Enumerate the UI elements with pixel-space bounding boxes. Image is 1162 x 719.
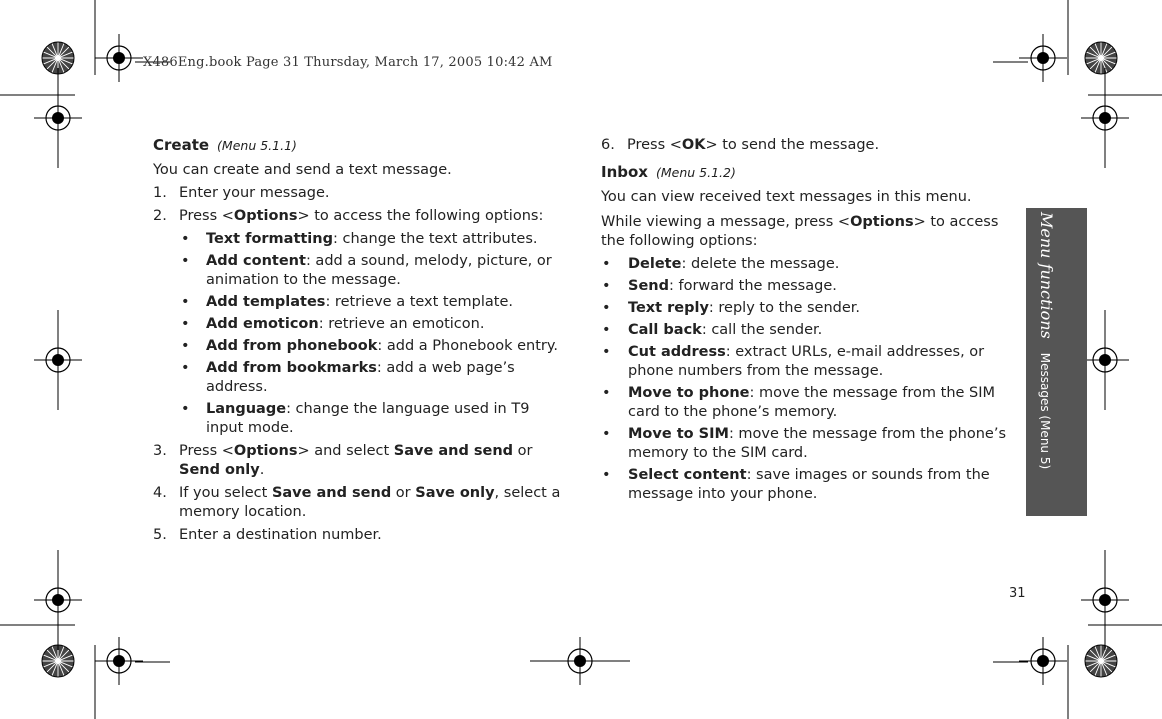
list-item xyxy=(180,315,563,334)
list-item xyxy=(180,230,563,249)
bullet: • xyxy=(181,360,190,376)
page-number: 31 xyxy=(1009,586,1026,601)
bullet: • xyxy=(602,322,611,338)
list-item xyxy=(180,252,563,290)
bullet: • xyxy=(602,385,611,401)
bullet: • xyxy=(181,338,190,354)
list-item xyxy=(601,299,1011,318)
option-desc: : change the language used in T9 input mode. xyxy=(206,401,530,436)
create-heading xyxy=(153,136,563,155)
option-desc: : delete the message. xyxy=(681,256,840,272)
step-number: 6. xyxy=(601,137,615,153)
viewing-text: > to access the following options: xyxy=(601,214,999,249)
option-desc: : add a web page’s address. xyxy=(206,360,515,395)
step-text: or xyxy=(391,485,416,501)
step-6 xyxy=(601,136,1011,155)
option-desc: : change the text attributes. xyxy=(332,231,538,247)
create-title: Create xyxy=(153,136,210,154)
side-tab-subtitle: Messages (Menu 5) xyxy=(1038,352,1052,470)
options-key: Options xyxy=(233,443,298,459)
option-desc: : save images or sounds from the message into your phone. xyxy=(628,467,990,502)
side-tab-title: Menu functions xyxy=(1037,212,1056,339)
options-key: Options xyxy=(850,214,914,230)
bullet: • xyxy=(602,278,611,294)
save-only-label: Save only xyxy=(415,485,495,501)
option-label: Text formatting xyxy=(206,231,333,247)
option-desc: : forward the message. xyxy=(668,278,837,294)
step-2 xyxy=(153,207,563,226)
side-tab xyxy=(1026,208,1087,516)
create-menu-ref: (Menu 5.1.1) xyxy=(217,138,297,153)
list-item xyxy=(601,384,1011,422)
option-label: Add from bookmarks xyxy=(206,360,377,376)
step-text: , select a memory location. xyxy=(179,485,561,520)
bullet: • xyxy=(181,401,190,417)
option-desc: : extract URLs, e-mail addresses, or phone numbers from the message. xyxy=(628,344,985,379)
option-label: Select content xyxy=(628,467,747,483)
bullet: • xyxy=(602,467,611,483)
step-text: Enter a destination number. xyxy=(179,527,382,543)
option-label: Call back xyxy=(628,322,702,338)
ok-key: OK xyxy=(681,137,706,153)
option-label: Send xyxy=(628,278,669,294)
bullet: • xyxy=(181,294,190,310)
step-4 xyxy=(153,484,563,522)
bullet: • xyxy=(181,231,190,247)
save-and-send-label: Save and send xyxy=(271,485,392,501)
option-label: Move to SIM xyxy=(628,426,729,442)
list-item xyxy=(180,337,563,356)
step-text: Enter your message. xyxy=(179,185,330,201)
option-desc: : add a Phonebook entry. xyxy=(377,338,559,354)
option-label: Add emoticon xyxy=(206,316,319,332)
step-number: 5. xyxy=(153,527,167,543)
bullet: • xyxy=(602,344,611,360)
option-desc: : call the sender. xyxy=(701,322,823,338)
create-intro: You can create and send a text message. xyxy=(153,162,452,178)
step-number: 1. xyxy=(153,185,167,201)
option-desc: : reply to the sender. xyxy=(708,300,861,316)
step-text: . xyxy=(259,462,265,478)
option-label: Cut address xyxy=(628,344,726,360)
list-item xyxy=(601,425,1011,463)
list-item xyxy=(601,277,1011,296)
step-text: Press < xyxy=(179,208,234,224)
step-text: or xyxy=(513,443,533,459)
side-tab-text xyxy=(1037,212,1056,469)
option-label: Delete xyxy=(628,256,682,272)
inbox-title: Inbox xyxy=(601,163,648,181)
viewing-instructions xyxy=(601,213,1011,251)
list-item xyxy=(601,255,1011,274)
list-item xyxy=(180,359,563,397)
option-label: Text reply xyxy=(628,300,709,316)
option-label: Add templates xyxy=(206,294,326,310)
list-item xyxy=(601,321,1011,340)
step-text: > to access the following options: xyxy=(297,208,544,224)
inbox-intro: You can view received text messages in this menu. xyxy=(601,189,972,205)
step-3 xyxy=(153,442,563,480)
option-desc: : move the message from the phone’s memory to the SIM card. xyxy=(628,426,1007,461)
step-text: If you select xyxy=(179,485,272,501)
option-desc: : retrieve a text template. xyxy=(325,294,513,310)
bullet: • xyxy=(602,256,611,272)
create-options-list xyxy=(153,230,563,438)
option-desc: : retrieve an emoticon. xyxy=(318,316,485,332)
option-label: Add content xyxy=(206,253,306,269)
options-key: Options xyxy=(233,208,298,224)
list-item xyxy=(601,343,1011,381)
list-item xyxy=(180,400,563,438)
inbox-menu-ref: (Menu 5.1.2) xyxy=(655,165,736,180)
file-info-header: X486Eng.book Page 31 Thursday, March 17, 2005 10:42 AM xyxy=(143,55,553,70)
option-label: Move to phone xyxy=(628,385,750,401)
step-number: 3. xyxy=(153,443,167,459)
left-column xyxy=(153,136,563,549)
step-text: Press < xyxy=(627,137,682,153)
save-and-send-label: Save and send xyxy=(393,443,514,459)
bullet: • xyxy=(181,316,190,332)
inbox-options-list xyxy=(601,255,1011,504)
step-number: 2. xyxy=(153,208,167,224)
bullet: • xyxy=(602,300,611,316)
bullet: • xyxy=(602,426,611,442)
list-item xyxy=(180,293,563,312)
option-label: Add from phonebook xyxy=(206,338,378,354)
inbox-heading xyxy=(601,163,1011,182)
step-1 xyxy=(153,184,563,203)
list-item xyxy=(601,466,1011,504)
bullet: • xyxy=(181,253,190,269)
step-5 xyxy=(153,526,563,545)
option-desc: : move the message from the SIM card to the phone’s memory. xyxy=(628,385,996,420)
option-label: Language xyxy=(206,401,287,417)
send-only-label: Send only xyxy=(179,462,260,478)
step-text: > and select xyxy=(297,443,394,459)
option-desc: : add a sound, melody, picture, or animation to the message. xyxy=(206,253,552,288)
step-text: > to send the message. xyxy=(705,137,880,153)
viewing-text: While viewing a message, press < xyxy=(601,214,851,230)
step-text: Press < xyxy=(179,443,234,459)
right-column xyxy=(601,136,1011,507)
step-number: 4. xyxy=(153,485,167,501)
